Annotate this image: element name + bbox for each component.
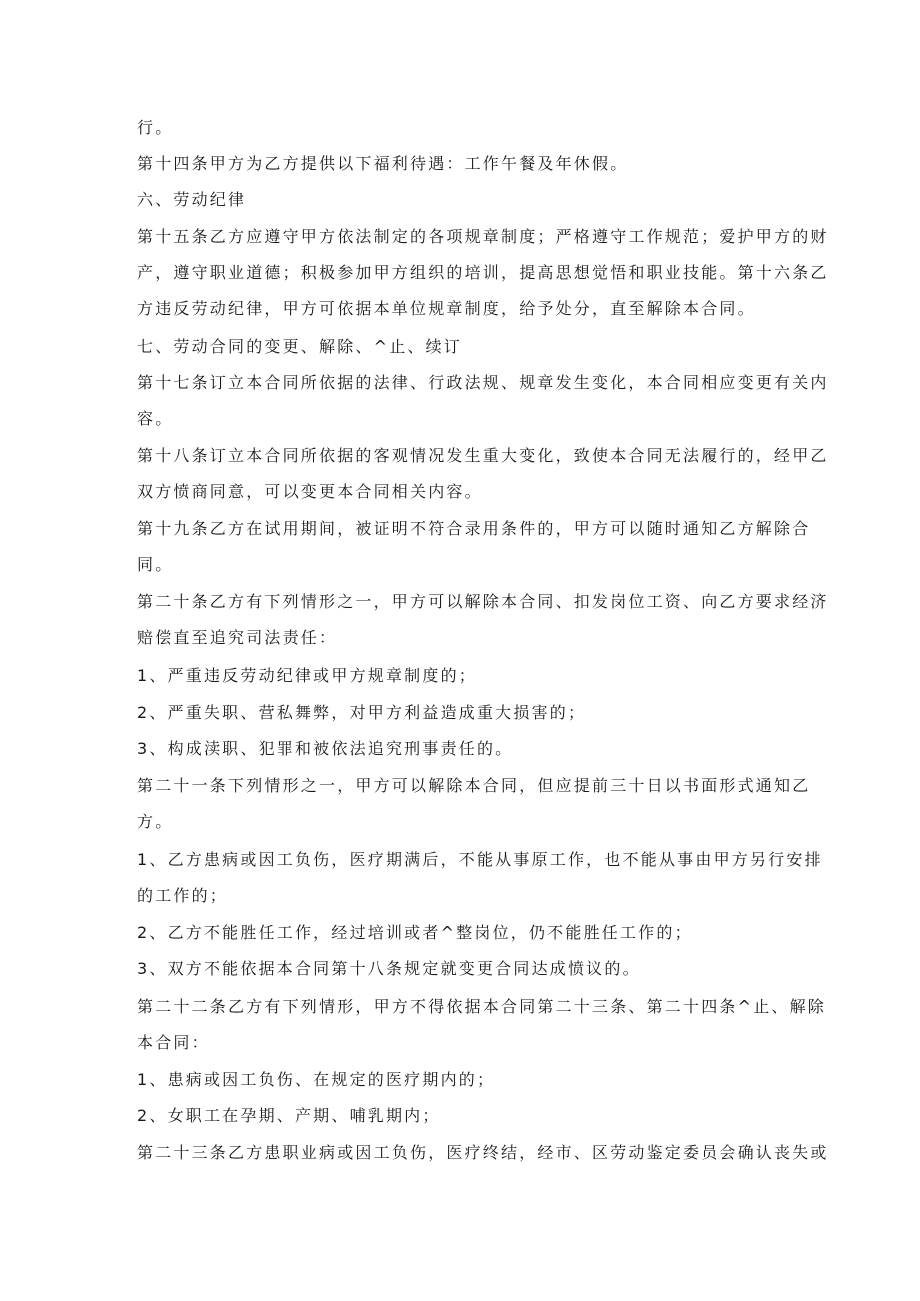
text-line: 第十九条乙方在试用期间，被证明不符合录用条件的，甲方可以随时通知乙方解除合 [137, 519, 811, 538]
list-item: 2、严重失职、营私舞弊，对甲方利益造成重大损害的； [137, 703, 587, 722]
text-line: 产，遵守职业道德；积极参加甲方组织的培训，提高思想觉悟和职业技能。第十六条乙 [137, 263, 829, 282]
list-item: 1、患病或因工负伤、在规定的医疗期内的； [137, 1070, 496, 1089]
list-item: 3、双方不能依据本合同第十八条规定就变更合同达成愤议的。 [137, 959, 641, 978]
text-line: 第二十二条乙方有下列情形，甲方不得依据本合同第二十三条、第二十四条^止、解除 [137, 997, 827, 1016]
text-line: 第十四条甲方为乙方提供以下福利待遇：工作午餐及年休假。 [137, 154, 629, 173]
text-line: 第二十三条乙方患职业病或因工负伤，医疗终结，经市、区劳动鉴定委员会确认丧失或 [137, 1143, 829, 1162]
text-line: 方。 [137, 812, 174, 831]
list-item: 1、严重违反劳动纪律或甲方规章制度的； [137, 666, 477, 685]
section-heading: 七、劳动合同的变更、解除、^止、续订 [137, 337, 463, 356]
text-line: 方违反劳动纪律，甲方可依据本单位规章制度，给予处分，直至解除本合同。 [137, 299, 756, 318]
section-heading: 六、劳动纪律 [137, 190, 247, 209]
text-line: 容。 [137, 409, 174, 428]
text-line: 第二十一条下列情形之一，甲方可以解除本合同，但应提前三十日以书面形式通知乙 [137, 776, 811, 795]
text-line: 第十七条订立本合同所依据的法律、行政法规、规章发生变化，本合同相应变更有关内 [137, 373, 829, 392]
list-item: 2、乙方不能胜任工作，经过培训或者^整岗位，仍不能胜任工作的； [137, 923, 693, 942]
list-item: 3、构成渎职、犯罪和被依法追究刑事责任的。 [137, 739, 514, 758]
text-line: 本合同： [137, 1033, 210, 1052]
text-line: 第十八条订立本合同所依据的客观情况发生重大变化，致使本合同无法履行的，经甲乙 [137, 446, 829, 465]
text-line: 同。 [137, 555, 174, 574]
list-item: 2、女职工在孕期、产期、哺乳期内； [137, 1106, 441, 1125]
text-line: 第二十条乙方有下列情形之一，甲方可以解除本合同、扣发岗位工资、向乙方要求经济 [137, 592, 829, 611]
list-item: 1、乙方患病或因工负伤，医疗期满后，不能从事原工作，也不能从事由甲方另行安排 [137, 850, 823, 869]
list-item-continuation: 的工作的； [137, 886, 229, 905]
text-line: 双方愤商同意，可以变更本合同相关内容。 [137, 482, 483, 501]
text-line: 第十五条乙方应遵守甲方依法制定的各项规章制度；严格遵守工作规范；爱护甲方的财 [137, 227, 829, 246]
text-line: 行。 [137, 118, 174, 137]
text-line: 赔偿直至追究司法责任： [137, 628, 338, 647]
